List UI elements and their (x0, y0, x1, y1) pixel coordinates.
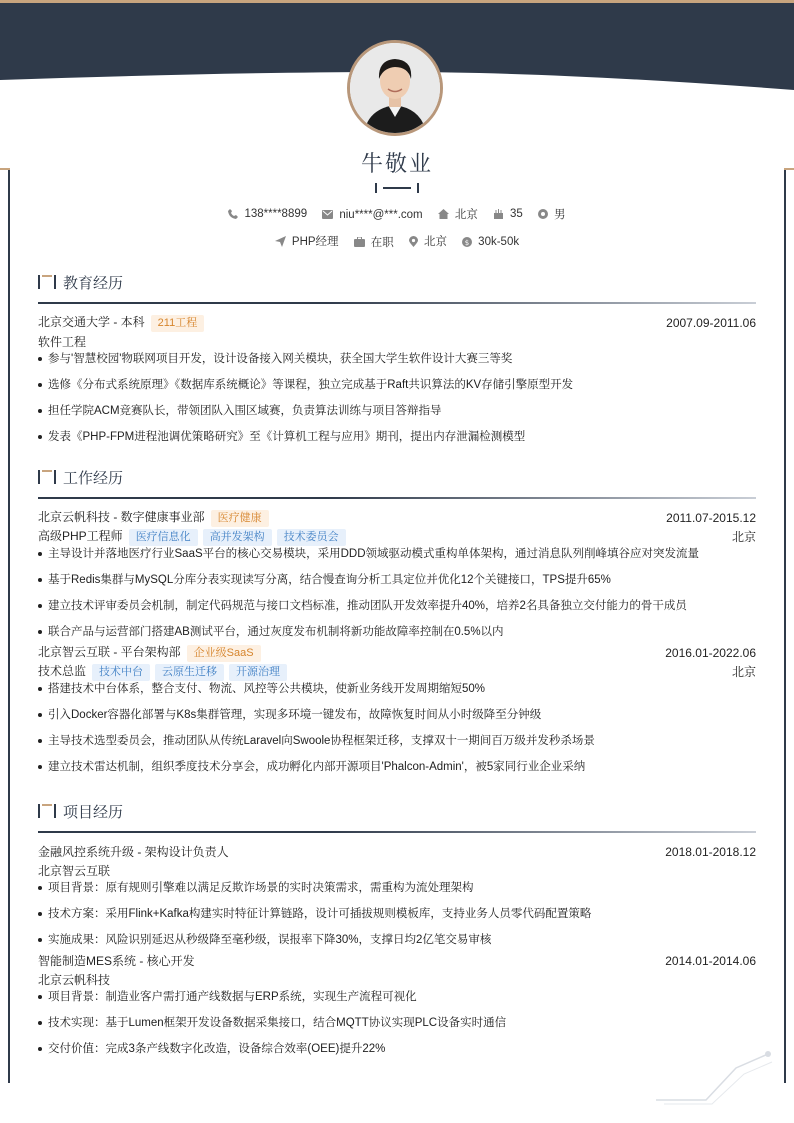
work-entry (38, 508, 756, 643)
work-section (38, 466, 756, 784)
left-border (8, 168, 10, 1083)
project-name: 智能制造MES系统 - 核心开发 (38, 954, 195, 968)
company-name: 北京云帆科技 - 数字健康事业部 (38, 510, 205, 524)
list-item: 基于Redis集群与MySQL分库分表实现读写分离，结合慢查询分析工具定位并优化12个关键接口，TPS提升65% (38, 571, 756, 597)
email-item (322, 209, 422, 221)
education-date: 2007.09-2011.06 (666, 315, 756, 330)
salary-item (462, 236, 519, 248)
list-item: 参与'智慧校园'物联网项目开发，设计设备接入网关模块，获全国大学生软件设计大赛三等奖 (38, 350, 756, 376)
industry-tag: 医疗健康 (211, 510, 269, 527)
phone-icon (228, 209, 238, 219)
city-value: 北京 (454, 209, 478, 221)
status-value: 在职 (370, 236, 394, 249)
section-divider (38, 497, 756, 499)
work-date: 2011.07-2015.12 (666, 510, 756, 525)
section-mark-icon (38, 470, 56, 484)
list-item: 主导设计并落地医疗行业SaaS平台的核心交易模块，采用DDD领域驱动模式重构单体架构，通过消息队列削峰填谷应对突发流量 (38, 545, 756, 571)
avatar (347, 40, 443, 136)
work-place: 北京 (731, 664, 756, 679)
send-icon (275, 236, 286, 247)
mail-icon (322, 210, 333, 219)
list-item: 建立技术雷达机制，组织季度技术分享会，成功孵化内部开源项目'Phalcon-Admin'，被5家同行业企业采纳 (38, 758, 756, 784)
name-divider (375, 183, 419, 193)
age-value: 35 (510, 208, 523, 220)
list-item: 搭建技术中台体系，整合支付、物流、风控等公共模块，使新业务线开发周期缩短50% (38, 680, 756, 706)
section-divider (38, 831, 756, 833)
list-item: 交付价值：完成3条产线数字化改造，设备综合效率(OEE)提升22% (38, 1040, 756, 1066)
gender-item (538, 206, 566, 222)
skill-tag: 技术中台 (92, 664, 150, 681)
section-title (38, 271, 756, 293)
briefcase-icon (354, 237, 365, 247)
list-item: 项目背景：原有规则引擎难以满足反欺诈场景的实时决策需求，需重构为流处理架构 (38, 879, 756, 905)
corner-decoration (656, 1050, 776, 1105)
age-item (493, 208, 523, 220)
contact-row (0, 206, 794, 222)
section-title (38, 800, 756, 822)
school-name: 北京交通大学 - 本科 (38, 315, 145, 329)
list-item: 建立技术评审委员会机制，制定代码规范与接口文档标准，推动团队开发效率提升40%，培养2名具备独立交付能力的骨干成员 (38, 597, 756, 623)
work-date: 2016.01-2022.06 (665, 645, 756, 660)
salary-value: 30k-50k (478, 235, 520, 248)
list-item: 联合产品与运营部门搭建AB测试平台，通过灰度发布机制将新功能故障率控制在0.5%以内 (38, 623, 756, 643)
phone-item (228, 208, 307, 220)
skill-tag: 云原生迁移 (155, 664, 224, 681)
project-entry (38, 842, 756, 951)
major: 软件工程 (38, 334, 87, 349)
education-bullets (38, 350, 756, 454)
work-bullets (38, 680, 756, 784)
location-value: 北京 (423, 236, 447, 248)
job-item (275, 233, 339, 249)
section-title (38, 466, 756, 488)
section-mark-icon (38, 275, 56, 289)
location-item (409, 233, 447, 249)
company-name: 北京智云互联 - 平台架构部 (38, 645, 181, 659)
job-value: PHP经理 (291, 236, 339, 248)
list-item: 发表《PHP-FPM进程池调优策略研究》至《计算机工程与应用》期刊，提出内存泄漏检测模型 (38, 428, 756, 454)
position: 技术总监 (38, 663, 87, 678)
home-icon (438, 209, 449, 219)
projects-section (38, 800, 756, 1066)
section-title-text: 项目经历 (63, 803, 124, 821)
money-icon (462, 237, 472, 247)
avatar-photo (350, 43, 440, 133)
svg-text:$: $ (464, 238, 470, 247)
project-bullets (38, 988, 756, 1066)
list-item: 主导技术选型委员会，推动团队从传统Laravel向Swoole协程框架迁移，支撑双十一期间百万级并发秒杀场景 (38, 732, 756, 758)
skill-tag: 高并发架构 (203, 529, 272, 546)
candidate-name: 牛敬业 (360, 151, 433, 176)
work-place: 北京 (731, 529, 756, 544)
gender-icon (538, 209, 548, 219)
list-item: 引入Docker容器化部署与K8s集群管理，实现多环境一键发布，故障恢复时间从小时级降至分钟级 (38, 706, 756, 732)
project-bullets (38, 879, 756, 951)
city-item (438, 206, 478, 222)
section-mark-icon (38, 804, 56, 818)
cake-icon (493, 209, 504, 219)
list-item: 实施成果：风险识别延迟从秒级降至毫秒级，误报率下降30%，支撑日均2亿笔交易审核 (38, 931, 756, 951)
list-item: 项目背景：制造业客户需打通产线数据与ERP系统，实现生产流程可视化 (38, 988, 756, 1014)
section-divider (38, 302, 756, 304)
section-title-text: 工作经历 (63, 469, 124, 487)
project-date: 2014.01-2014.06 (665, 953, 756, 968)
skill-tag: 开源治理 (229, 664, 287, 681)
gender-value: 男 (554, 209, 566, 221)
status-item (354, 234, 394, 250)
project-date: 2018.01-2018.12 (665, 844, 756, 859)
work-entry (38, 643, 756, 784)
phone-value: 138****8899 (244, 208, 308, 220)
skill-tag: 医疗信息化 (129, 529, 198, 546)
project-name: 金融风控系统升级 - 架构设计负责人 (38, 845, 229, 859)
list-item: 担任学院ACM竞赛队长，带领团队入围区域赛，负责算法训练与项目答辩指导 (38, 402, 756, 428)
job-row (0, 233, 794, 250)
right-border (784, 168, 786, 1083)
email-value: niu****@***.com (339, 208, 423, 221)
project-org: 北京云帆科技 (38, 972, 111, 987)
project-entry (38, 951, 756, 1066)
list-item: 技术方案：采用Flink+Kafka构建实时特征计算链路，设计可插拔规则模板库，支持业务人员零代码配置策略 (38, 905, 756, 931)
education-section (38, 271, 756, 454)
section-title-text: 教育经历 (63, 274, 124, 292)
school-tag: 211工程 (151, 315, 205, 332)
work-bullets (38, 545, 756, 643)
industry-tag: 企业级SaaS (187, 645, 261, 662)
list-item: 技术实现：基于Lumen框架开发设备数据采集接口，结合MQTT协议实现PLC设备实时通信 (38, 1014, 756, 1040)
project-org: 北京智云互联 (38, 863, 111, 878)
location-icon (409, 236, 418, 247)
education-entry (38, 313, 756, 454)
list-item: 选修《分布式系统原理》《数据库系统概论》等课程，独立完成基于Raft共识算法的KV存储引擎原型开发 (38, 376, 756, 402)
skill-tag: 技术委员会 (277, 529, 346, 546)
position: 高级PHP工程师 (38, 528, 123, 543)
